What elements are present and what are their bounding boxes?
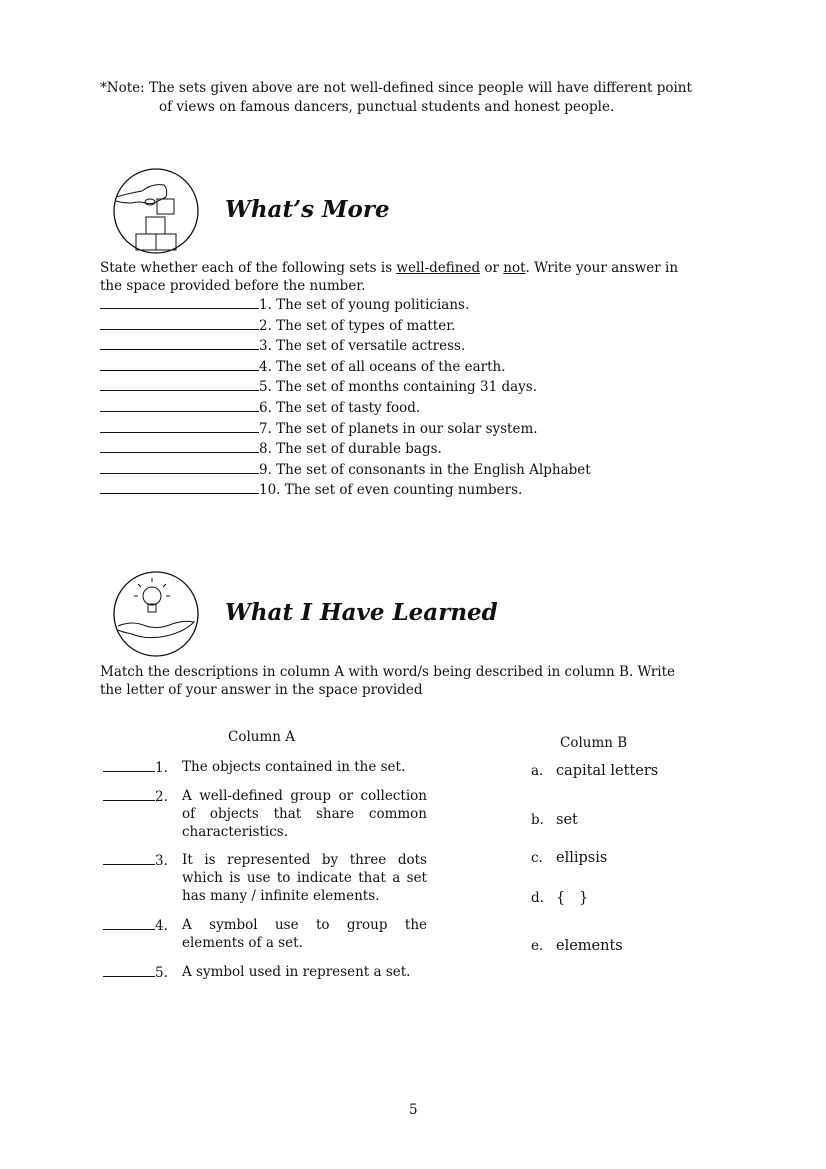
answer-blank[interactable] — [100, 419, 259, 433]
answer-blank[interactable] — [103, 758, 155, 772]
column-a-description: A well-defined group or collection of objects that share common characteristics. — [182, 788, 427, 840]
item-letter: b. — [531, 812, 544, 828]
column-b-item — [531, 849, 607, 867]
whats-more-item — [100, 357, 506, 376]
item-text: elements — [556, 938, 623, 954]
whats-more-item — [100, 480, 522, 499]
item-text: 4. The set of all oceans of the earth. — [259, 358, 506, 375]
answer-blank[interactable] — [100, 316, 259, 330]
item-number: 3. — [155, 853, 168, 869]
whats-more-item — [100, 460, 591, 479]
item-text: { } — [556, 890, 589, 906]
lightbulb-in-hand-icon — [112, 570, 200, 658]
item-text: 8. The set of durable bags. — [259, 441, 442, 458]
whats-more-item — [100, 336, 465, 355]
item-number: 2. — [155, 789, 168, 805]
instruction-underlined-not: not — [503, 260, 526, 276]
item-letter: c. — [531, 850, 543, 866]
column-b-header: Column B — [560, 735, 628, 751]
item-number: 4. — [155, 918, 168, 934]
column-a-description: It is represented by three dots which is use to indicate that a set has many / infinite elements. — [182, 852, 427, 904]
answer-blank[interactable] — [100, 439, 259, 453]
instruction-text: or — [480, 260, 504, 276]
answer-blank[interactable] — [100, 295, 259, 309]
whats-more-item — [100, 398, 420, 417]
item-text: ellipsis — [556, 850, 608, 866]
item-text: 9. The set of consonants in the English Alphabet — [259, 461, 591, 478]
whats-more-item — [100, 316, 455, 335]
instruction-text: . Write your answer in — [525, 260, 679, 276]
item-letter: d. — [531, 890, 544, 906]
note-line-2: of views on famous dancers, punctual students and honest people. — [159, 99, 615, 115]
whats-more-instruction — [100, 259, 678, 277]
item-text: set — [556, 812, 578, 828]
item-letter: e. — [531, 938, 544, 954]
instruction-text: State whether each of the following sets is — [100, 260, 397, 276]
instruction-underlined-well-defined: well-defined — [396, 260, 481, 276]
answer-blank[interactable] — [103, 851, 155, 865]
item-text: 2. The set of types of matter. — [259, 317, 456, 334]
column-b-item — [531, 889, 588, 907]
column-b-item — [531, 937, 623, 955]
whats-more-item — [100, 439, 442, 458]
item-text: 1. The set of young politicians. — [259, 297, 470, 313]
whats-more-item — [100, 295, 469, 314]
section-title-what-i-have-learned: What I Have Learned — [225, 599, 498, 626]
answer-blank[interactable] — [100, 357, 259, 371]
column-b-item — [531, 811, 578, 829]
answer-blank[interactable] — [103, 916, 155, 930]
answer-blank[interactable] — [103, 963, 155, 977]
page-number: 5 — [409, 1102, 418, 1118]
answer-blank[interactable] — [100, 460, 259, 474]
column-a-item — [103, 787, 168, 806]
answer-blank[interactable] — [100, 480, 259, 494]
column-a-item — [103, 758, 168, 777]
column-a-description: A symbol use to group the elements of a set. — [182, 917, 427, 951]
column-a-item — [103, 916, 168, 935]
item-number: 5. — [155, 965, 168, 981]
item-text: capital letters — [556, 763, 659, 779]
answer-blank[interactable] — [100, 336, 259, 350]
column-a-header: Column A — [228, 729, 296, 745]
item-letter: a. — [531, 763, 544, 779]
item-number: 1. — [155, 760, 168, 776]
note-line-1: *Note: The sets given above are not well-defined since people will have different point — [100, 80, 692, 96]
answer-blank[interactable] — [100, 398, 259, 412]
learned-instruction-line-2: the letter of your answer in the space provided — [100, 682, 423, 698]
item-text: 10. The set of even counting numbers. — [259, 482, 523, 499]
whats-more-item — [100, 377, 537, 396]
column-a-item — [103, 963, 168, 982]
answer-blank[interactable] — [100, 377, 259, 391]
whats-more-instruction-line-2: the space provided before the number. — [100, 278, 366, 294]
item-text: 6. The set of tasty food. — [259, 400, 421, 416]
column-a-description: A symbol used in represent a set. — [182, 964, 411, 980]
item-text: 5. The set of months containing 31 days. — [259, 379, 537, 396]
hand-stacking-blocks-icon — [112, 167, 200, 255]
whats-more-item — [100, 419, 538, 438]
column-a-item — [103, 851, 168, 870]
item-text: 7. The set of planets in our solar system. — [259, 420, 538, 437]
column-b-item — [531, 762, 658, 780]
section-title-whats-more: What’s More — [225, 196, 390, 223]
item-text: 3. The set of versatile actress. — [259, 338, 466, 355]
answer-blank[interactable] — [103, 787, 155, 801]
learned-instruction-line-1: Match the descriptions in column A with word/s being described in column B. Write — [100, 664, 676, 680]
column-a-description: The objects contained in the set. — [182, 759, 406, 775]
